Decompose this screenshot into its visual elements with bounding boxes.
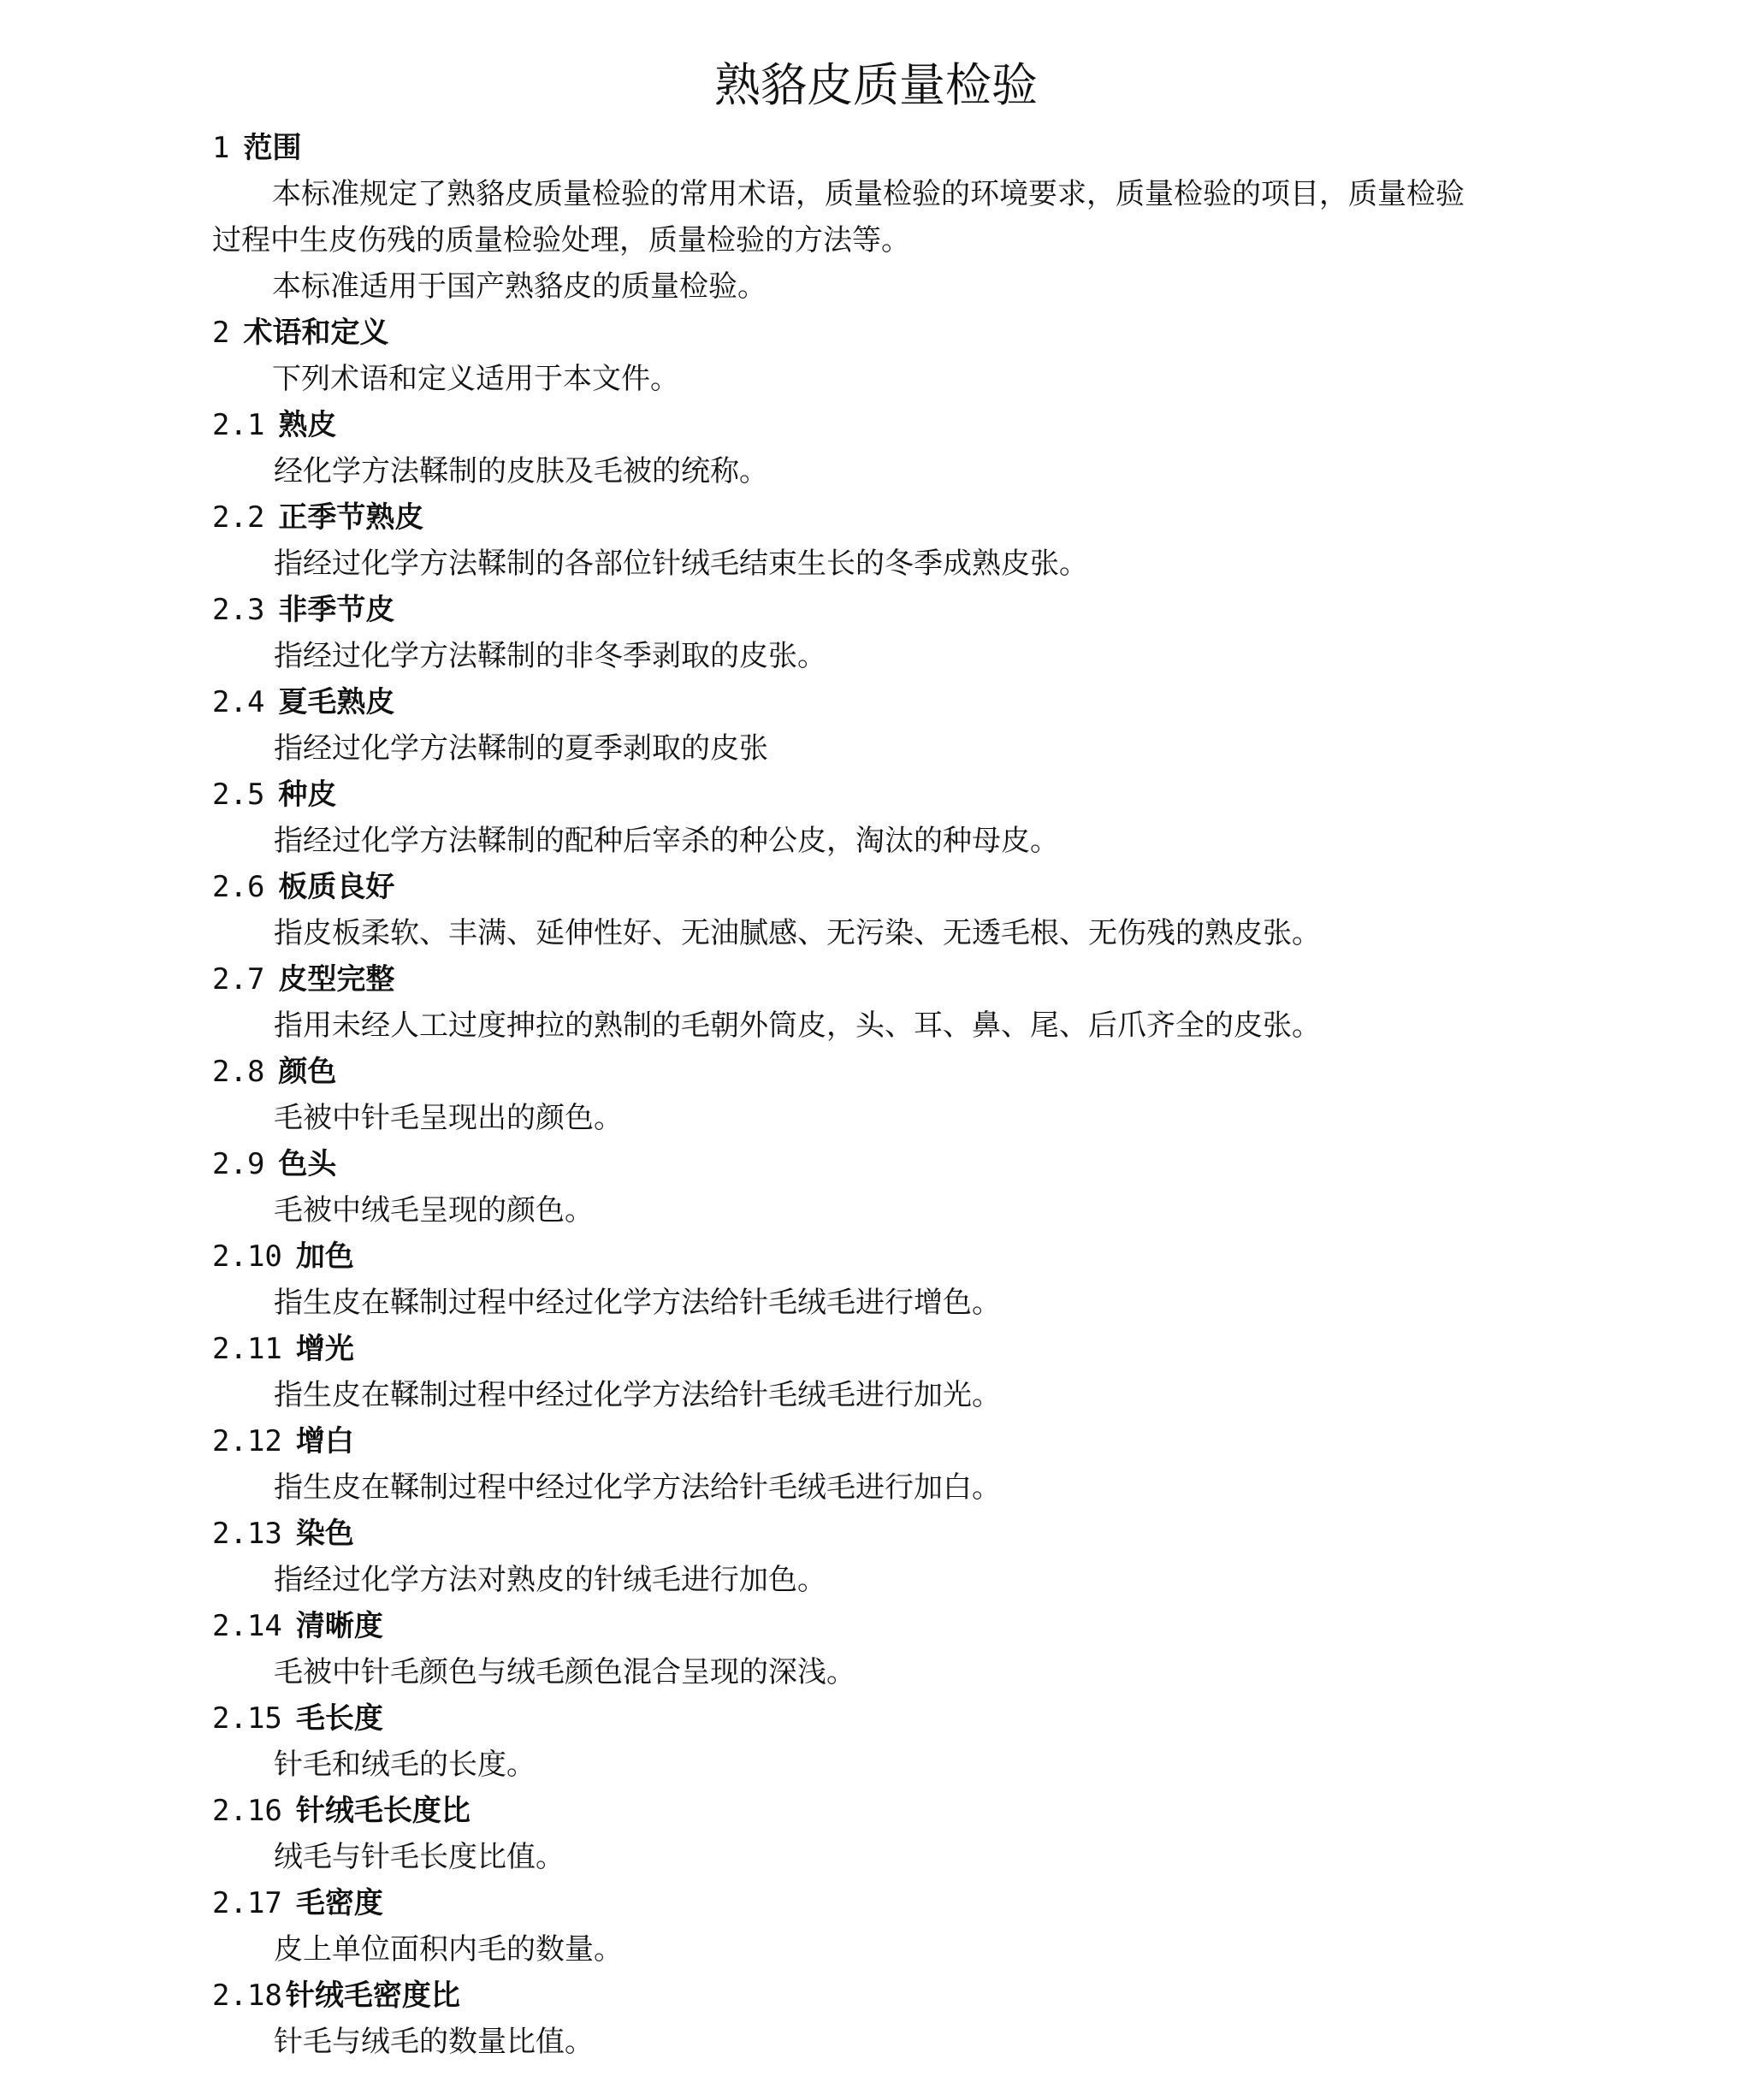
term-number: 2.17 [212, 1886, 282, 1920]
term-heading [212, 1788, 1564, 1834]
term-definition: 毛被中针毛颜色与绒毛颜色混合呈现的深浅。 [274, 1655, 855, 1689]
term-definition: 指生皮在鞣制过程中经过化学方法给针毛绒毛进行加白。 [274, 1470, 1001, 1505]
term-name: 增光 [295, 1332, 354, 1366]
term-name: 针绒毛密度比 [285, 1979, 460, 2013]
term-number: 2.11 [212, 1332, 282, 1366]
term-heading [212, 494, 1564, 541]
term-definition: 指生皮在鞣制过程中经过化学方法给针毛绒毛进行加光。 [274, 1378, 1001, 1412]
term-definition: 毛被中针毛呈现出的颜色。 [274, 1101, 623, 1135]
term-name: 染色 [295, 1517, 354, 1551]
paragraph-line: 过程中生皮伤残的质量检验处理，质量检验的方法等。 [212, 223, 910, 257]
section-number: 2 [212, 316, 230, 350]
term-number: 2.10 [212, 1239, 282, 1274]
section-number: 1 [212, 131, 230, 165]
paragraph-line: 本标准适用于国产熟貉皮的质量检验。 [272, 269, 766, 304]
term-name: 色头 [278, 1147, 337, 1181]
document-body [212, 125, 1564, 2065]
term-heading [212, 864, 1564, 910]
section-heading-terms [212, 310, 1564, 356]
term-heading [212, 1880, 1564, 1926]
term-name: 熟皮 [278, 408, 337, 442]
term-name: 毛密度 [295, 1886, 383, 1920]
term-number: 2.18 [212, 1979, 282, 2013]
term-heading [212, 1511, 1564, 1557]
term-name: 加色 [295, 1239, 354, 1274]
term-number: 2.5 [212, 778, 265, 812]
term-heading [212, 1603, 1564, 1649]
term-heading [212, 1233, 1564, 1280]
term-number: 2.2 [212, 500, 265, 535]
term-number: 2.6 [212, 870, 265, 904]
term-name: 板质良好 [278, 870, 395, 904]
term-heading [212, 402, 1564, 448]
term-definition: 指用未经人工过度抻拉的熟制的毛朝外筒皮，头、耳、鼻、尾、后爪齐全的皮张。 [274, 1009, 1321, 1043]
term-definition: 指经过化学方法鞣制的各部位针绒毛结束生长的冬季成熟皮张。 [274, 547, 1088, 581]
term-number: 2.8 [212, 1055, 265, 1089]
term-definition: 指生皮在鞣制过程中经过化学方法给针毛绒毛进行增色。 [274, 1286, 1001, 1320]
term-definition: 皮上单位面积内毛的数量。 [274, 1932, 623, 1967]
term-number: 2.7 [212, 962, 265, 997]
term-number: 2.14 [212, 1609, 282, 1643]
term-heading [212, 1326, 1564, 1372]
term-definition: 绒毛与针毛长度比值。 [274, 1840, 565, 1874]
term-name: 针绒毛长度比 [295, 1794, 471, 1828]
paragraph-line: 下列术语和定义适用于本文件。 [272, 362, 679, 396]
term-heading [212, 1141, 1564, 1187]
term-name: 夏毛熟皮 [278, 685, 395, 719]
section-heading-scope [212, 125, 1564, 171]
term-name: 毛长度 [295, 1701, 383, 1736]
section-title: 术语和定义 [243, 316, 389, 350]
paragraph-line: 本标准规定了熟貉皮质量检验的常用术语，质量检验的环境要求，质量检验的项目，质量检验 [272, 177, 1465, 211]
term-definition: 针毛和绒毛的长度。 [274, 1748, 536, 1782]
term-definition: 指经过化学方法鞣制的夏季剥取的皮张 [274, 731, 768, 766]
term-heading [212, 956, 1564, 1003]
term-definition: 针毛与绒毛的数量比值。 [274, 2025, 594, 2059]
term-definition: 经化学方法鞣制的皮肤及毛被的统称。 [274, 454, 768, 488]
term-name: 非季节皮 [278, 593, 395, 627]
term-heading [212, 587, 1564, 633]
term-number: 2.9 [212, 1147, 265, 1181]
term-name: 清晰度 [295, 1609, 383, 1643]
section-title: 范围 [243, 131, 302, 165]
term-heading [212, 1973, 1564, 2019]
term-definition: 指经过化学方法鞣制的非冬季剥取的皮张。 [274, 639, 826, 673]
term-number: 2.1 [212, 408, 265, 442]
term-number: 2.4 [212, 685, 265, 719]
term-heading [212, 1049, 1564, 1095]
term-name: 颜色 [278, 1055, 337, 1089]
term-definition: 指经过化学方法对熟皮的针绒毛进行加色。 [274, 1563, 826, 1597]
term-number: 2.13 [212, 1517, 282, 1551]
term-heading [212, 772, 1564, 818]
term-number: 2.12 [212, 1424, 282, 1458]
term-name: 种皮 [278, 778, 337, 812]
term-heading [212, 1695, 1564, 1742]
term-name: 增白 [295, 1424, 354, 1458]
document-title: 熟貉皮质量检验 [714, 58, 1038, 112]
term-name: 正季节熟皮 [278, 500, 424, 535]
term-definition: 毛被中绒毛呈现的颜色。 [274, 1193, 594, 1227]
term-number: 2.16 [212, 1794, 282, 1828]
term-heading [212, 679, 1564, 725]
term-heading [212, 1418, 1564, 1464]
term-number: 2.3 [212, 593, 265, 627]
term-number: 2.15 [212, 1701, 282, 1736]
term-name: 皮型完整 [278, 962, 395, 997]
term-definition: 指皮板柔软、丰满、延伸性好、无油腻感、无污染、无透毛根、无伤残的熟皮张。 [274, 916, 1321, 950]
term-definition: 指经过化学方法鞣制的配种后宰杀的种公皮，淘汰的种母皮。 [274, 824, 1059, 858]
